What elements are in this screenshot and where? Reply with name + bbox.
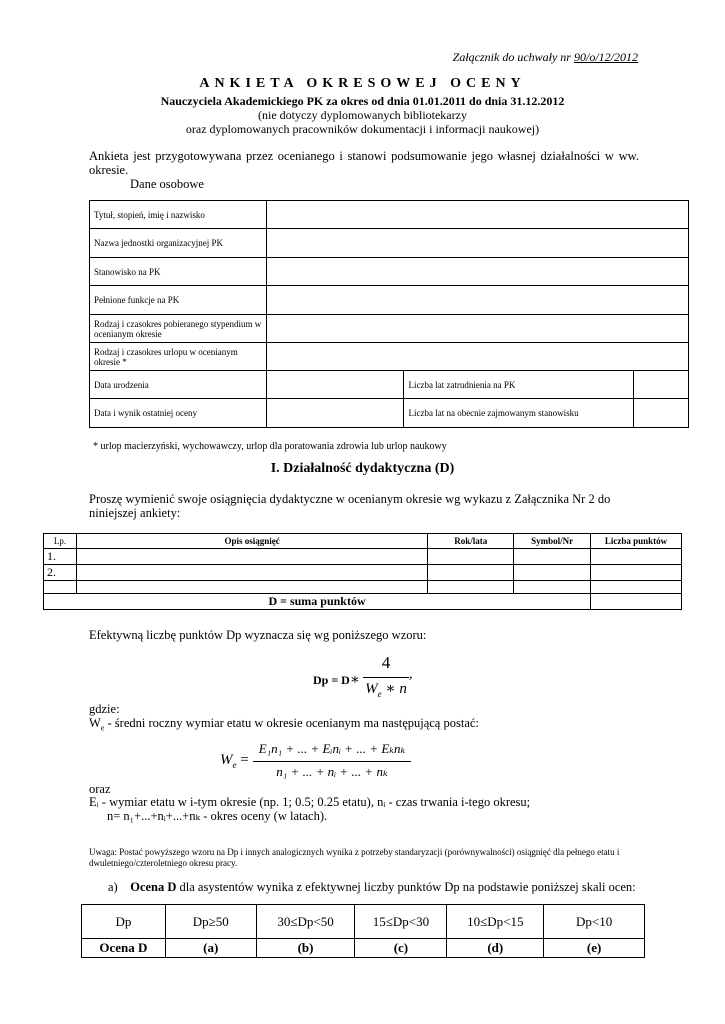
scale-grade: (a): [165, 939, 256, 958]
scale-threshold: 30≤Dp<50: [256, 905, 355, 939]
scale-grade: (c): [355, 939, 447, 958]
personal-row-label: Rodzaj i czasokres pobieranego stypendium w ocenianym okresie: [90, 315, 267, 343]
table-cell[interactable]: [514, 565, 591, 581]
achievements-table: [43, 533, 682, 610]
table-cell[interactable]: [76, 565, 427, 581]
row-number: 2.: [44, 565, 77, 581]
sum-label: D = suma punktów: [44, 594, 591, 610]
scale-grade: (d): [447, 939, 544, 958]
table-cell[interactable]: [76, 581, 427, 594]
dp-formula-denominator: $W_e$ ∗ n: [365, 681, 407, 699]
we-description: $W_e$ - średni roczny wymiar etatu w okresie ocenianym ma następującą postać:: [89, 716, 479, 733]
personal-data-table: [89, 200, 689, 428]
personal-value-cell[interactable]: [266, 371, 404, 399]
row-number: 1.: [44, 549, 77, 565]
personal-value-cell[interactable]: [266, 258, 688, 286]
attachment-number: 90/o/12/2012: [573, 50, 638, 64]
table-cell[interactable]: [428, 549, 514, 565]
table-cell[interactable]: [514, 581, 591, 594]
scale-grade: (e): [544, 939, 645, 958]
table-cell[interactable]: [591, 581, 682, 594]
subtitle-line-1: (nie dotyczy dyplomowanych bibliotekarzy: [258, 108, 467, 122]
personal-row-label: Tytuł, stopień, imię i nazwisko: [90, 201, 267, 229]
personal-value-cell[interactable]: [266, 229, 688, 258]
header-lp: Lp.: [44, 534, 77, 549]
header-description: Opis osiągnięć: [76, 534, 427, 549]
dp-formula-comma: ,: [409, 667, 413, 682]
row-number: [44, 581, 77, 594]
document-title: ANKIETA OKRESOWEJ OCENY: [199, 76, 526, 91]
dp-formula-numerator: 4: [381, 653, 391, 672]
table-cell[interactable]: [428, 581, 514, 594]
ei-definition: Eᵢ - wymiar etatu w i-tym okresie (np. 1; 0.5; 0.25 etatu), nᵢ - czas trwania i-tego okresu;: [89, 795, 531, 809]
sum-value-cell[interactable]: [591, 594, 682, 610]
scale-label-grade: Ocena D: [82, 939, 166, 958]
scale-grade: (b): [256, 939, 355, 958]
personal-row-label: Rodzaj i czasokres urlopu w ocenianym okresie *: [90, 343, 267, 371]
formula-note: Uwaga: Postać powyższego wzoru na Dp i innych analogicznych wynika z potrzeby standaryzacji (porównywalności) osiągnięć dla pełnego etatu i dwuletniego/czteroletniego okresu pracy.: [89, 847, 620, 868]
n-definition: n= n₁+...+nᵢ+...+nₖ - okres oceny (w latach).: [107, 809, 328, 823]
scale-threshold: Dp≥50: [165, 905, 256, 939]
scale-label-dp: Dp: [82, 905, 166, 939]
we-fraction-line: [253, 761, 411, 762]
personal-heading: Dane osobowe: [130, 177, 204, 191]
we-formula-denominator: n₁ + ... + nᵢ + ... + nₖ: [276, 764, 388, 779]
table-cell[interactable]: [428, 565, 514, 581]
personal-row-label: Liczba lat na obecnie zajmowanym stanowisku: [404, 399, 634, 428]
personal-row-label: Data i wynik ostatniej oceny: [90, 399, 267, 428]
table-cell[interactable]: [591, 549, 682, 565]
gdzie-label: gdzie:: [89, 702, 120, 716]
rating-scale-table: [81, 904, 645, 958]
personal-row-label: Pełnione funkcje na PK: [90, 286, 267, 315]
personal-row-label: Stanowisko na PK: [90, 258, 267, 286]
scale-threshold: 10≤Dp<15: [447, 905, 544, 939]
personal-row-label: Data urodzenia: [90, 371, 267, 399]
table-row: [44, 581, 682, 594]
oraz-label: oraz: [89, 782, 111, 796]
document-subtitle: Nauczyciela Akademickiego PK za okres od dnia 01.01.2011 do dnia 31.12.2012: [160, 94, 565, 108]
personal-value-cell[interactable]: [266, 399, 404, 428]
item-a: a) Ocena D dla asystentów wynika z efektywnej liczby punktów Dp na podstawie poniższej skali ocen:: [108, 880, 636, 894]
table-cell[interactable]: [76, 549, 427, 565]
dp-fraction-line: [363, 677, 409, 678]
section-title: I. Działalność dydaktyczna (D): [270, 461, 455, 476]
header-year: Rok/lata: [428, 534, 514, 549]
header-symbol: Symbol/Nr: [514, 534, 591, 549]
header-points: Liczba punktów: [591, 534, 682, 549]
personal-value-cell[interactable]: [634, 399, 689, 428]
scale-threshold: Dp<10: [544, 905, 645, 939]
table-row: [44, 549, 682, 565]
personal-row-label: Nazwa jednostki organizacyjnej PK: [90, 229, 267, 258]
table-cell[interactable]: [591, 565, 682, 581]
personal-value-cell[interactable]: [266, 343, 688, 371]
personal-value-cell[interactable]: [634, 371, 689, 399]
footnote: * urlop macierzyński, wychowawczy, urlop dla poratowania zdrowia lub urlop naukowy: [93, 441, 447, 452]
dp-formula-lhs: Dp = D∗: [313, 672, 361, 688]
we-formula-lhs: $W_e$ =: [220, 752, 249, 770]
scale-threshold: 15≤Dp<30: [355, 905, 447, 939]
table-cell[interactable]: [514, 549, 591, 565]
attachment-note: Załącznik do uchwały nr 90/o/12/2012: [452, 50, 638, 64]
section-intro: Proszę wymienić swoje osiągnięcia dydaktyczne w ocenianym okresie wg wykazu z Załącznika Nr 2 do niniejszej ankiety:: [89, 492, 611, 520]
table-row: [44, 565, 682, 581]
we-formula-numerator: E₁n₁ + ... + Eᵢnᵢ + ... + Eₖnₖ: [258, 741, 406, 756]
personal-row-label: Liczba lat zatrudnienia na PK: [404, 371, 634, 399]
personal-value-cell[interactable]: [266, 286, 688, 315]
intro-paragraph: Ankieta jest przygotowywana przez ocenianego i stanowi podsumowanie jego własnej działalności w ww. okresie.: [89, 149, 639, 177]
personal-value-cell[interactable]: [266, 315, 688, 343]
personal-value-cell[interactable]: [266, 201, 688, 229]
subtitle-line-2: oraz dyplomowanych pracowników dokumentacji i informacji naukowej): [185, 122, 540, 136]
dp-intro: Efektywną liczbę punktów Dp wyznacza się wg poniższego wzoru:: [89, 628, 427, 642]
